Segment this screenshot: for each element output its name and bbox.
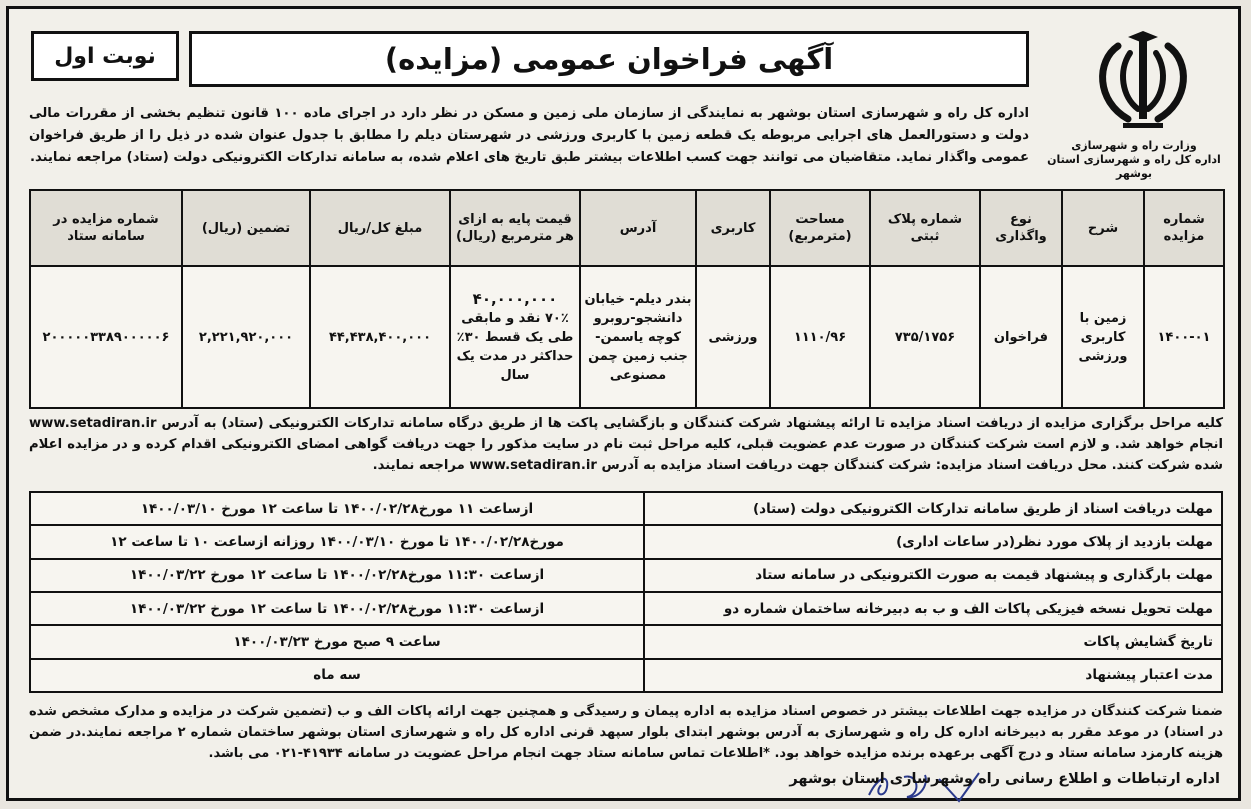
footer-signature: اداره ارتباطات و اطلاع رسانی راه وشهرسازی استان بوشهر	[789, 771, 1220, 787]
cell-total: ۴۴,۴۳۸,۴۰۰,۰۰۰	[310, 266, 450, 408]
schedule-label: مهلت بازدید از پلاک مورد نظر(در ساعات اداری)	[644, 525, 1222, 558]
cell-usage: ورزشی	[696, 266, 770, 408]
table-row	[30, 492, 1222, 525]
table-row	[30, 525, 1222, 558]
table-row	[30, 559, 1222, 592]
notice-title-box	[189, 31, 1029, 87]
schedule-label: مهلت دریافت اسناد از طریق سامانه تدارکات الکترونیکی دولت (ستاد)	[644, 492, 1222, 525]
col-plaque: شماره پلاک ثبتی	[870, 190, 980, 266]
ministry-line1: وزارت راه و شهرسازی	[1071, 139, 1197, 152]
col-setad-no: شماره مزایده در سامانه ستاد	[30, 190, 182, 266]
col-total: مبلغ کل/ریال	[310, 190, 450, 266]
table-row	[30, 592, 1222, 625]
table-row	[30, 659, 1222, 692]
schedule-table	[29, 491, 1223, 693]
auction-table	[29, 189, 1225, 409]
cell-area: ۱۱۱۰/۹۶	[770, 266, 870, 408]
cell-setad-no: ۲۰۰۰۰۰۳۳۸۹۰۰۰۰۰۶	[30, 266, 182, 408]
intro-paragraph: اداره کل راه و شهرسازی استان بوشهر به نمایندگی از سازمان ملی زمین و مسکن در نظر دارد در اجرای ماده ۱۰۰ قانون تنظیم بخشی از مقررات مالی دولت و دستورالعمل های اجرایی مربوطه یک قطعه زمین با کاربری ورزشی در شهرستان دیلم را مطابق با جدول عنوان شده در ذیل را از طریق فراخوان عمومی واگذار نماید. متقاضیان می توانند جهت کسب اطلاعات بیشتر طبق تاریخ های اعلام شده، به سامانه تدارکات الکترونیکی دولت (ستاد) مراجعه نمایند.	[29, 106, 1030, 165]
cell-base-price	[450, 266, 580, 408]
col-description: شرح	[1062, 190, 1144, 266]
round-label: نوبت اول	[54, 43, 156, 69]
col-guarantee: تضمین (ریال)	[182, 190, 310, 266]
cell-description: زمین با کاربری ورزشی	[1062, 266, 1144, 408]
schedule-value: ساعت ۹ صبح مورخ ۱۴۰۰/۰۳/۲۳	[30, 625, 644, 658]
schedule-label: مهلت بارگذاری و پیشنهاد قیمت به صورت الکترونیکی در سامانه ستاد	[644, 559, 1222, 592]
col-area: مساحت (مترمربع)	[770, 190, 870, 266]
cell-plaque: ۷۳۵/۱۷۵۶	[870, 266, 980, 408]
cell-guarantee: ۲,۲۲۱,۹۲۰,۰۰۰	[182, 266, 310, 408]
round-badge	[31, 31, 179, 81]
footer-paragraph: ضمنا شرکت کنندگان در مزایده جهت اطلاعات بیشتر در خصوص اسناد مزایده به اداره پیمان و رسیدگی و همچنین جهت ارائه پاکات الف و ب (تضمین شرکت در مزایده و مدارک مشخص شده در اسناد) در موعد مقرر به دبیرخانه اداره کل راه و شهرسازی به آدرس بوشهر ابتدای بلوار سپهد قرنی اداره کل راه و شهرسازی استان بوشهر ساختمان شماره ۲ مراجعه نمایند.در ضمن هزینه کارمزد سامانه ستاد و درج آگهی برعهده برنده مزایده خواهد بود. *اطلاعات تماس سامانه ستاد جهت انجام مراحل عضویت در سامانه ۴۱۹۳۴-۰۲۱ می باشد.	[29, 704, 1223, 761]
col-auction-no: شماره مزایده	[1144, 190, 1224, 266]
base-price-value: ۴۰,۰۰۰,۰۰۰	[472, 289, 558, 308]
schedule-value: ازساعت ۱۱:۳۰ مورخ۱۴۰۰/۰۲/۲۸ تا ساعت ۱۲ مورخ ۱۴۰۰/۰۳/۲۲	[30, 592, 644, 625]
ministry-caption	[1044, 139, 1224, 181]
schedule-value: مورخ۱۴۰۰/۰۲/۲۸ تا مورخ ۱۴۰۰/۰۳/۱۰ روزانه ازساعت ۱۰ تا ساعت ۱۲	[30, 525, 644, 558]
col-transfer-type: نوع واگذاری	[980, 190, 1062, 266]
schedule-value: ازساعت ۱۱ مورخ۱۴۰۰/۰۲/۲۸ تا ساعت ۱۲ مورخ ۱۴۰۰/۰۳/۱۰	[30, 492, 644, 525]
schedule-value: سه ماه	[30, 659, 644, 692]
col-address: آدرس	[580, 190, 696, 266]
ministry-line2: اداره کل راه و شهرسازی استان بوشهر	[1047, 153, 1221, 180]
table-row	[30, 266, 1224, 408]
cell-transfer-type: فراخوان	[980, 266, 1062, 408]
schedule-label: مدت اعتبار پیشنهاد	[644, 659, 1222, 692]
notice-page	[6, 6, 1241, 801]
notice-title: آگهی فراخوان عمومی (مزایده)	[384, 42, 834, 76]
cell-auction-no: ۱۴۰۰-۰۱	[1144, 266, 1224, 408]
iran-emblem-icon	[1088, 31, 1198, 131]
schedule-label: تاریخ گشایش پاکات	[644, 625, 1222, 658]
schedule-value: ازساعت ۱۱:۳۰ مورخ۱۴۰۰/۰۲/۲۸ تا ساعت ۱۲ مورخ ۱۴۰۰/۰۳/۲۲	[30, 559, 644, 592]
table-row	[30, 625, 1222, 658]
procedure-paragraph: کلیه مراحل برگزاری مزایده از دریافت اسناد مزایده تا ارائه پیشنهاد شرکت کنندگان و بازگشایی پاکت ها از طریق درگاه سامانه تدارکات الکترونیکی (ستاد) به آدرس www.setadiran.ir انجام خواهد شد. و لازم است شرکت کنندگان در صورت عدم عضویت قبلی، کلیه مراحل ثبت نام در سایت مذکور را جهت دریافت گواهی امضای الکترونیکی اقدام کرده و در مزایده اعلام شده شرکت کنند. محل دریافت اسناد مزایده: شرکت کنندگان جهت دریافت اسناد مزایده به آدرس www.setadiran.ir مراجعه نمایند.	[29, 416, 1223, 473]
table-header-row	[30, 190, 1224, 266]
cell-address: بندر دیلم- خیابان دانشجو-روبرو کوچه یاسمن- جنب زمین چمن مصنوعی	[580, 266, 696, 408]
schedule-label: مهلت تحویل نسخه فیزیکی پاکات الف و ب به دبیرخانه ساختمان شماره دو	[644, 592, 1222, 625]
base-price-terms: ۷۰٪ نقد و مابقی طی یک قسط ۳۰٪ حداکثر در مدت یک سال	[456, 310, 574, 383]
col-base-price: قیمت پایه به ازای هر مترمربع (ریال)	[450, 190, 580, 266]
col-usage: کاربری	[696, 190, 770, 266]
